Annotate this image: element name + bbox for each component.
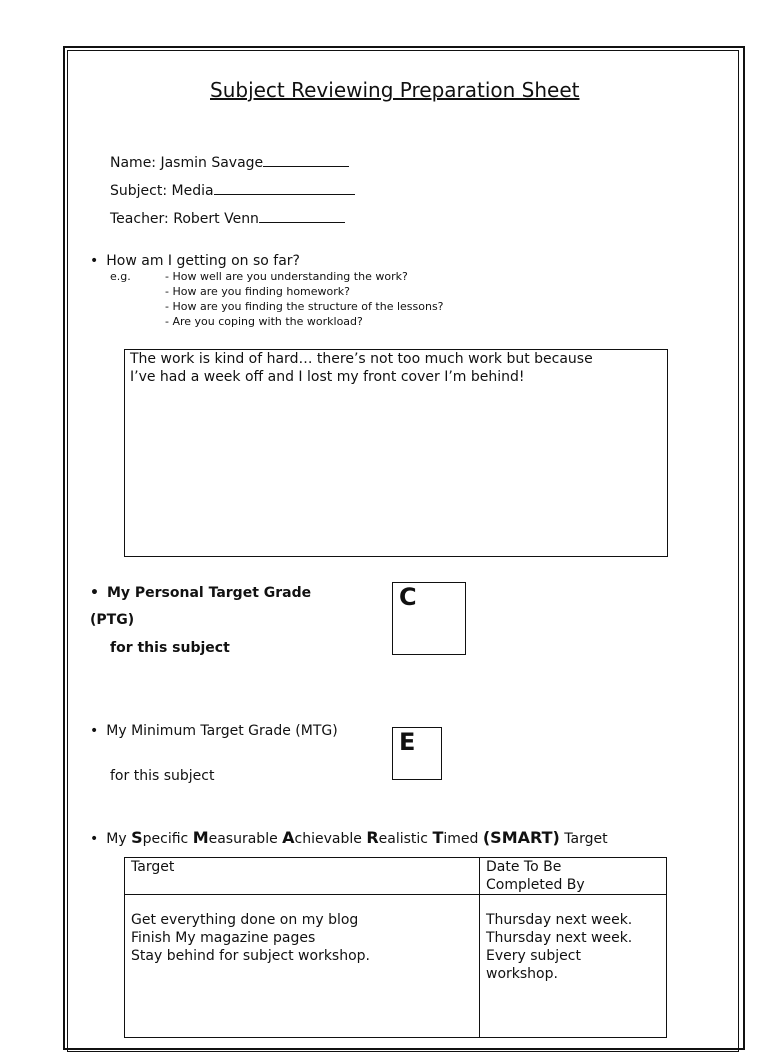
mtg-subject-text: for this subject [110,768,215,784]
dates-cell: Thursday next week. Thursday next week. Every subject workshop. [480,895,667,1038]
prompt-item: - How well are you understanding the work? [165,270,408,283]
prompt-item: - How are you finding homework? [165,285,350,298]
smart-target-table [124,857,667,1038]
ptg-grade-box: C [392,582,466,655]
teacher-value: Teacher: Robert Venn [110,211,259,227]
ptg-label [90,585,311,601]
mtg-label-text: My Minimum Target Grade (MTG) [106,723,338,739]
target-column-header: Target [125,858,480,895]
bullet-icon: • [90,723,99,739]
page-title: Subject Reviewing Preparation Sheet [210,78,580,102]
bullet-icon: • [90,585,99,601]
date-column-header: Date To Be Completed By [480,858,667,895]
subject-underline [214,180,355,195]
prompt-item: - Are you coping with the workload? [165,315,363,328]
mtg-label [90,723,338,739]
subject-field [110,180,355,199]
name-value: Name: Jasmin Savage [110,155,264,171]
subject-value: Subject: Media [110,183,214,199]
bullet-icon: • [90,253,99,269]
name-field [110,152,349,171]
mtg-grade-box: E [392,727,442,780]
prompt-item: - How are you finding the structure of the lessons? [165,300,444,313]
progress-answer-text: The work is kind of hard… there’s not too much work but because I’ve had a week off and I lost my front cover I’m behind! [130,351,593,385]
teacher-field [110,208,345,227]
ptg-subject-text: for this subject [110,640,230,656]
progress-question-text: How am I getting on so far? [106,253,300,269]
name-underline [263,152,349,167]
teacher-underline [259,208,345,223]
bullet-icon: • [90,831,99,847]
table-row [125,895,667,1038]
smart-heading: • My Specific Measurable Achievable Realistic Timed (SMART) Target [90,828,608,847]
eg-label: e.g. [110,270,131,283]
progress-question [90,253,300,269]
ptg-abbrev: (PTG) [90,612,135,628]
targets-cell: Get everything done on my blog Finish My magazine pages Stay behind for subject workshop. [125,895,480,1038]
ptg-label-text: My Personal Target Grade [106,585,312,601]
table-header-row [125,858,667,895]
